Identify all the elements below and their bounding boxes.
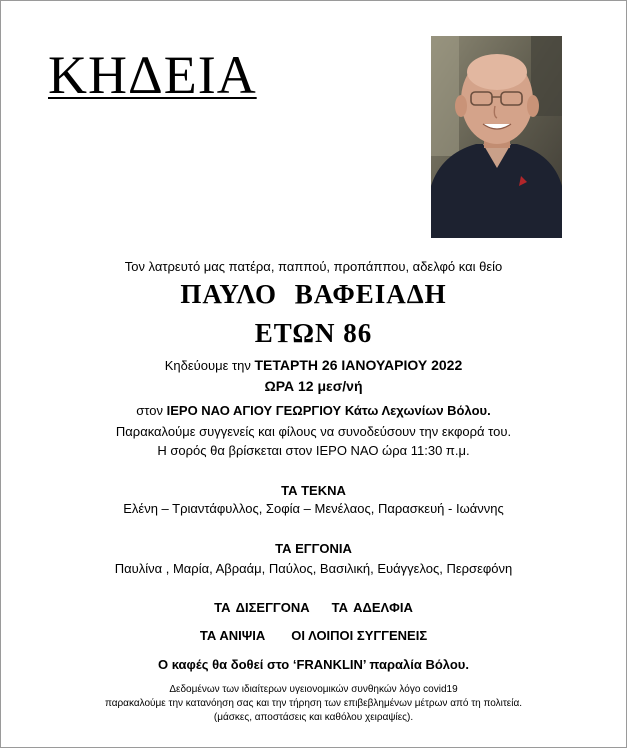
- relatives-heading: ΟΙ ΛΟΙΠΟΙ ΣΥΓΓΕΝΕΙΣ: [291, 628, 428, 643]
- remains-line: Η σορός θα βρίσκεται στον ΙΕΡΟ ΝΑΟ ώρα 11:30 π.μ.: [157, 443, 470, 458]
- funeral-date-line: [0, 357, 627, 373]
- church-prefix: στον: [136, 403, 167, 418]
- children-names: Ελένη – Τριαντάφυλλος, Σοφία – Μενέλαος, Παρασκευή - Ιωάννης: [123, 501, 504, 516]
- intro-line: Τον λατρευτό μας πατέρα, παππού, προπάππου, αδελφό και θείο: [124, 259, 503, 274]
- siblings-heading: ΤΑ ΑΔΕΛΦΙΑ: [331, 600, 413, 615]
- children-heading: ΤΑ ΤΕΚΝΑ: [281, 483, 346, 498]
- grandchildren-names: Παυλίνα , Μαρία, Αβραάμ, Παύλος, Βασιλική, Ευάγγελος, Περσεφόνη: [114, 561, 513, 576]
- covid-line-2: παρακαλούμε την κατανόηση σας και την τήρηση των επιβεβλημένων μέτρων από τη πολιτεία.: [104, 698, 523, 709]
- deceased-name: ΠΑΥΛΟ ΒΑΦΕΙΑΔΗ: [180, 279, 447, 309]
- portrait-photo-icon: [431, 36, 562, 238]
- great-grandchildren-siblings-line: [0, 600, 627, 615]
- invitation-line: Παρακαλούμε συγγενείς και φίλους να συνοδεύσουν την εκφορά του.: [115, 424, 512, 439]
- coffee-notice: Ο καφές θα δοθεί στο ‘FRANKLIN’ παραλία Βόλου.: [158, 657, 469, 672]
- church-name: ΙΕΡΟ ΝΑΟ ΑΓΙΟΥ ΓΕΩΡΓΙΟΥ Κάτω Λεχωνίων Βόλου.: [166, 403, 491, 418]
- notice-title: ΚΗΔΕΙΑ: [48, 45, 257, 105]
- covid-line-1: Δεδομένων των ιδιαίτερων υγειονομικών συνθηκών λόγο covid19: [169, 684, 458, 695]
- great-grandchildren-heading: ΤΑ ΔΙΣΕΓΓΟΝΑ: [214, 600, 310, 615]
- deceased-age: ΕΤΩΝ 86: [254, 318, 373, 348]
- funeral-date: ΤΕΤΑΡΤΗ 26 ΙΑΝΟΥΑΡΙΟΥ 2022: [254, 357, 463, 373]
- nieces-relatives-line: [0, 628, 627, 643]
- covid-line-3: (μάσκες, αποστάσεις και καθόλου χειραψίες).: [213, 712, 414, 723]
- grandchildren-heading: ΤΑ ΕΓΓΟΝΙΑ: [275, 541, 352, 556]
- nieces-heading: ΤΑ ΑΝΙΨΙΑ: [199, 628, 266, 643]
- funeral-church-line: [0, 403, 627, 418]
- funeral-date-prefix: Κηδεύουμε την: [164, 358, 255, 373]
- funeral-time: ΩΡΑ 12 μεσ/νή: [264, 378, 363, 394]
- covid-notice: [0, 683, 627, 725]
